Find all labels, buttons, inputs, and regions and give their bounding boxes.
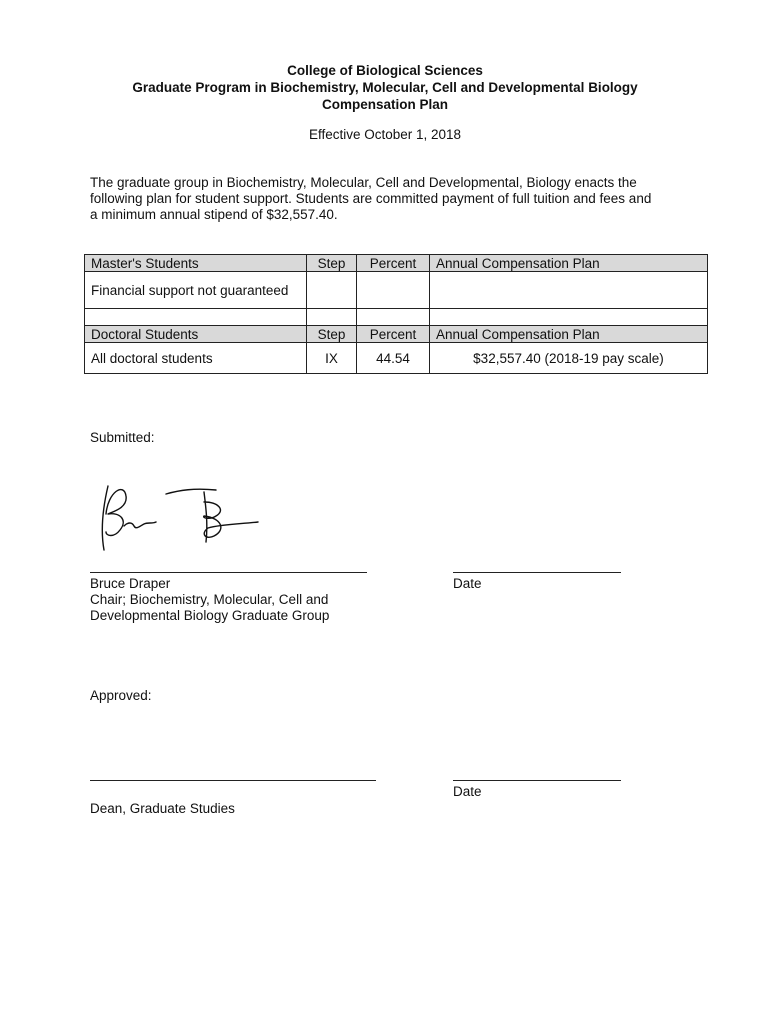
document-header (0, 62, 770, 113)
table-header-cell: Master's Students (85, 255, 307, 272)
date-label: Date (453, 784, 482, 799)
approval-signature-line (90, 780, 376, 781)
date-label: Date (453, 576, 482, 591)
intro-paragraph (90, 175, 690, 223)
college-name: College of Biological Sciences (287, 63, 483, 78)
table-cell (430, 272, 708, 309)
effective-date: Effective October 1, 2018 (308, 127, 462, 142)
signer-title: Chair; Biochemistry, Molecular, Cell and (90, 592, 329, 607)
signature-image (94, 478, 264, 558)
table-header-cell: Annual Compensation Plan (430, 255, 708, 272)
table-cell (357, 272, 430, 309)
table-header-cell: Step (307, 326, 357, 343)
signature-line (90, 572, 367, 573)
table-cell: Financial support not guaranteed (85, 272, 307, 309)
table-header-cell: Percent (357, 326, 430, 343)
date-line (453, 572, 621, 573)
spacer-row (85, 309, 708, 326)
approval-date-line (453, 780, 621, 781)
table-cell (307, 272, 357, 309)
approved-label: Approved: (90, 688, 152, 703)
table-header-cell: Percent (357, 255, 430, 272)
submitted-label: Submitted: (90, 430, 155, 445)
signer-block (90, 576, 329, 624)
doctoral-header-row (85, 326, 708, 343)
table-cell: All doctoral students (85, 343, 307, 374)
masters-row (85, 272, 708, 309)
masters-header-row (85, 255, 708, 272)
table-cell: $32,557.40 (2018-19 pay scale) (430, 343, 708, 374)
table-header-cell: Annual Compensation Plan (430, 326, 708, 343)
signer-name: Bruce Draper (90, 576, 171, 591)
table-cell: 44.54 (357, 343, 430, 374)
signer-title: Developmental Biology Graduate Group (90, 608, 330, 623)
intro-line: a minimum annual stipend of $32,557.40. (90, 207, 338, 222)
doctoral-row (85, 343, 708, 374)
table-header-cell: Doctoral Students (85, 326, 307, 343)
table-header-cell: Step (307, 255, 357, 272)
table-cell: IX (307, 343, 357, 374)
intro-line: The graduate group in Biochemistry, Molecular, Cell and Developmental, Biology enacts the (90, 175, 637, 190)
program-name: Graduate Program in Biochemistry, Molecular, Cell and Developmental Biology (132, 80, 638, 95)
intro-line: following plan for student support. Students are committed payment of full tuition and fees and (90, 191, 652, 206)
document-title: Compensation Plan (321, 97, 448, 112)
compensation-table (84, 254, 708, 374)
dean-label: Dean, Graduate Studies (90, 801, 235, 816)
